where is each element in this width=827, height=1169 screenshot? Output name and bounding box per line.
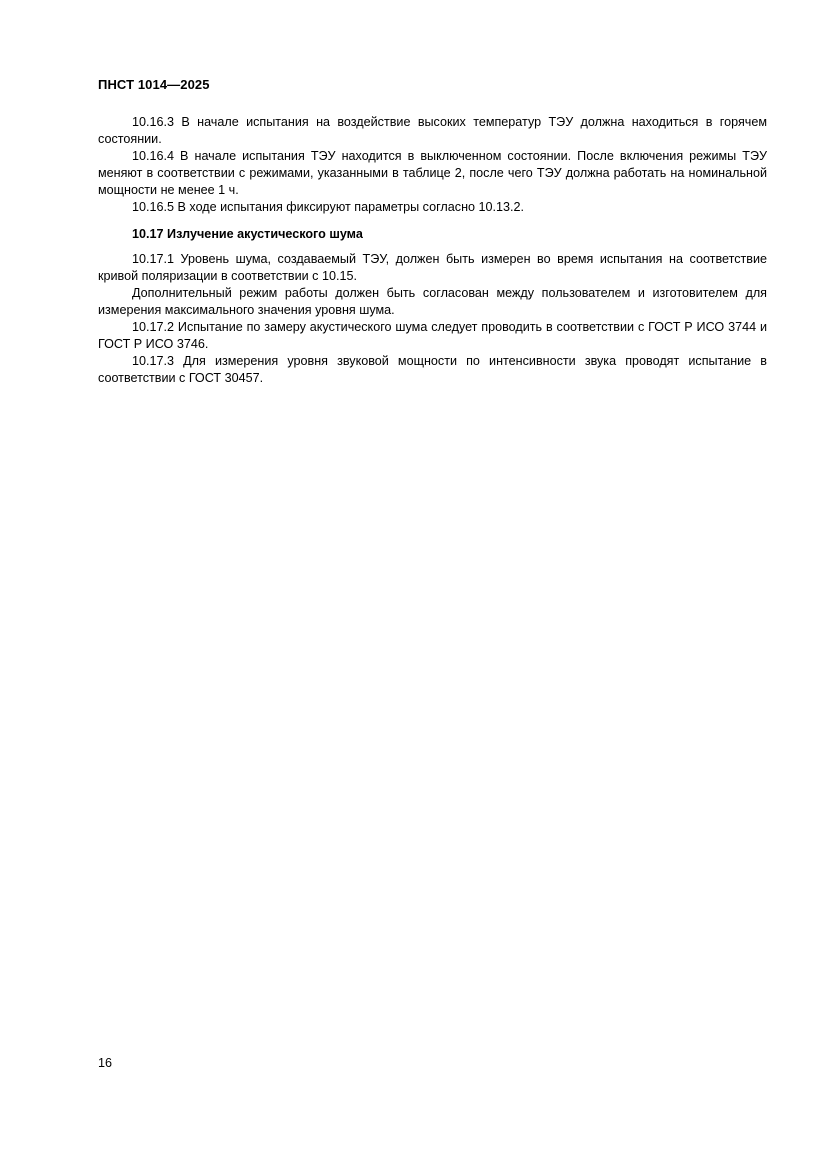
paragraph-10-17-3: 10.17.3 Для измерения уровня звуковой мощности по интенсивности звука проводят испытание в соответствии с ГОСТ 30457. bbox=[98, 354, 767, 385]
paragraph-10-17-2: 10.17.2 Испытание по замеру акустического шума следует проводить в соответствии с ГОСТ Р ИСО 3744 и ГОСТ Р ИСО 3746. bbox=[98, 320, 767, 351]
page-number: 16 bbox=[98, 1056, 113, 1070]
paragraph-10-16-4: 10.16.4 В начале испытания ТЭУ находится в выключенном состоянии. После включения режимы ТЭУ меняют в соответствии с режимами, указанными в таблице 2, после чего ТЭУ должна работать на номинальной мощности не менее 1 ч. bbox=[98, 149, 767, 197]
paragraph-10-16-5: 10.16.5 В ходе испытания фиксируют параметры согласно 10.13.2. bbox=[132, 200, 525, 214]
paragraph-additional-mode: Дополнительный режим работы должен быть согласован между пользователем и изготовителем для измерения максимального значения уровня шума. bbox=[98, 286, 767, 317]
section-heading-10-17: 10.17 Излучение акустического шума bbox=[132, 227, 363, 241]
paragraph-10-16-3: 10.16.3 В начале испытания на воздействие высоких температур ТЭУ должна находиться в горячем состоянии. bbox=[98, 115, 767, 146]
document-body bbox=[98, 114, 767, 387]
paragraph-10-17-1: 10.17.1 Уровень шума, создаваемый ТЭУ, должен быть измерен во время испытания на соответствие кривой поляризации в соответствии с 10.15. bbox=[98, 252, 767, 283]
document-code-header: ПНСТ 1014—2025 bbox=[98, 77, 210, 92]
